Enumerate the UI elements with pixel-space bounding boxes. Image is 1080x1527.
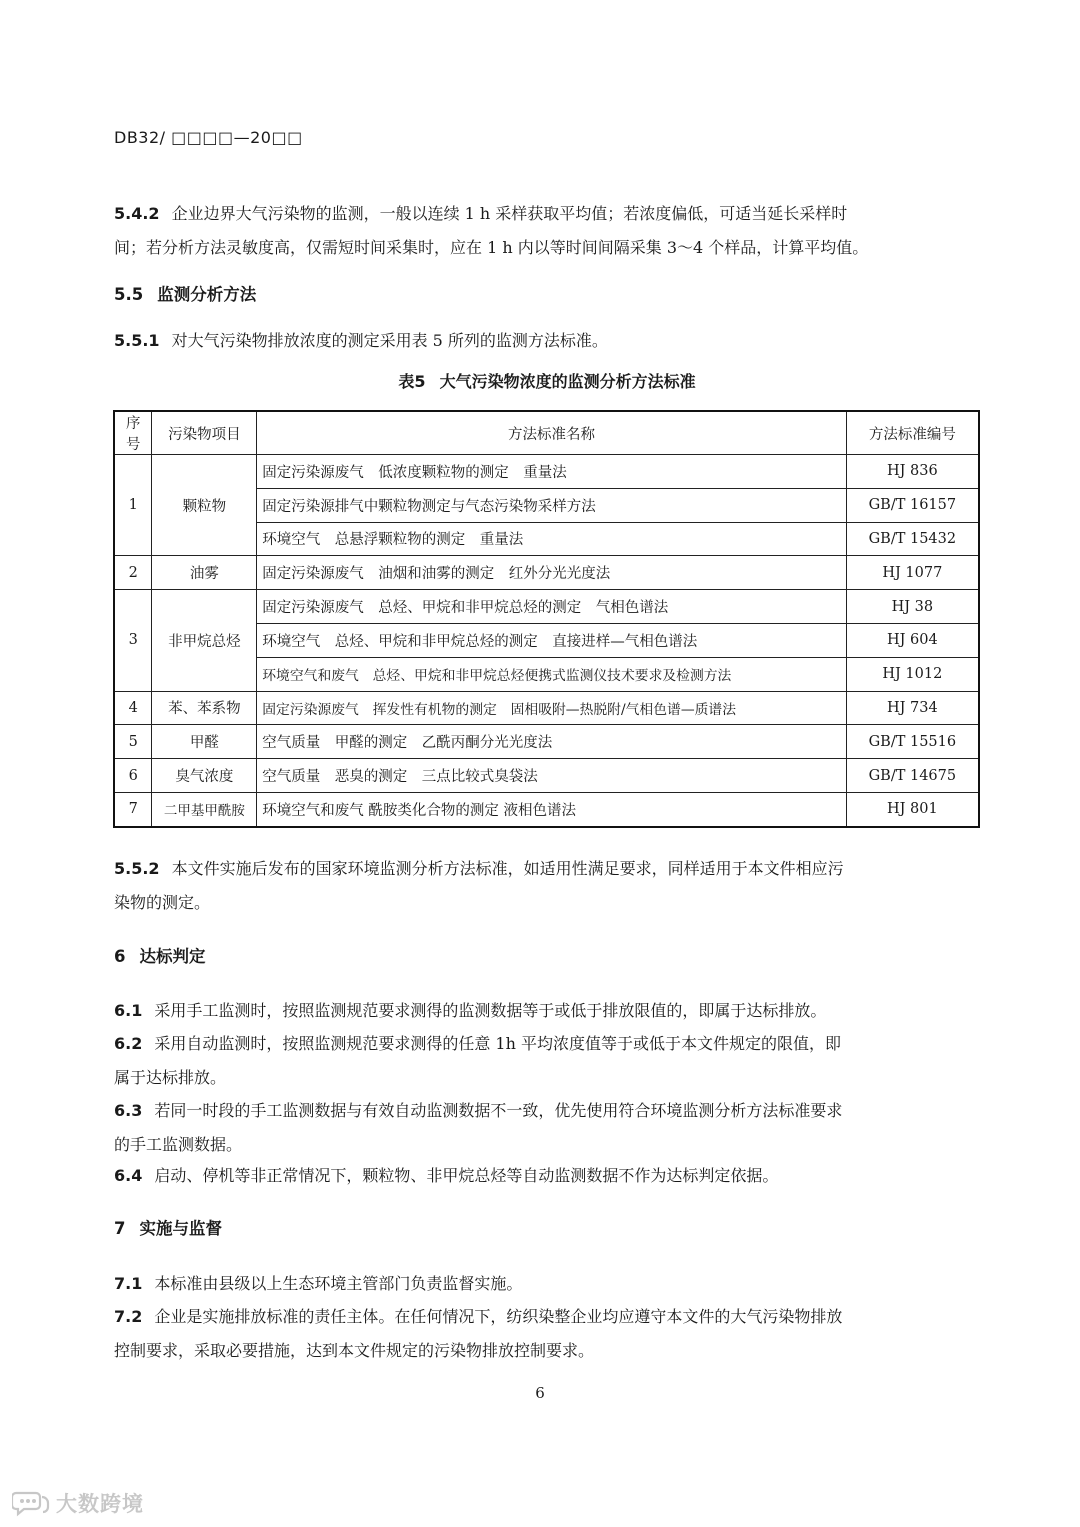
- row-code: HJ 1012: [846, 657, 979, 691]
- row-item: 油雾: [152, 556, 257, 590]
- watermark-text: 大数跨境: [56, 1492, 144, 1516]
- table-row: [114, 556, 979, 590]
- row-method: 固定污染源废气 低浓度颗粒物的测定 重量法: [257, 455, 846, 489]
- clause-7-1: [114, 1267, 980, 1301]
- row-item: 甲醛: [152, 725, 257, 759]
- section-number: 6: [114, 947, 126, 966]
- table-row: [114, 691, 979, 725]
- row-seq: 6: [114, 759, 152, 793]
- section-title: 实施与监督: [139, 1219, 222, 1238]
- table-header-row: [114, 411, 979, 455]
- clause-text: 采用自动监测时，按照监测规范要求测得的任意 1h 平均浓度值等于或低于本文件规定的限值，即: [154, 1034, 842, 1053]
- section-title: 监测分析方法: [157, 285, 257, 304]
- clause-text: 企业是实施排放标准的责任主体。在任何情况下，纺织染整企业均应遵守本文件的大气污染物排放: [154, 1307, 843, 1326]
- row-seq: 5: [114, 725, 152, 759]
- clause-7-2: [114, 1300, 980, 1368]
- section-number: 5.5: [114, 285, 144, 304]
- clause-text-cont: 间；若分析方法灵敏度高，仅需短时间采集时，应在 1 h 内以等时间间隔采集 3～4 个样品，计算平均值。: [114, 238, 869, 257]
- row-method: 固定污染源废气 油烟和油雾的测定 红外分光光度法: [257, 556, 846, 590]
- clause-text-cont: 控制要求，采取必要措施，达到本文件规定的污染物排放控制要求。: [114, 1341, 595, 1360]
- clause-6-2: [114, 1027, 980, 1095]
- section-number: 7: [114, 1219, 126, 1238]
- table-row: [114, 455, 979, 489]
- document-code: DB32/ □□□□—20□□: [114, 128, 303, 147]
- row-code: HJ 734: [846, 691, 979, 725]
- row-code: HJ 836: [846, 455, 979, 489]
- clause-text-cont: 的手工监测数据。: [114, 1135, 243, 1154]
- table-row: [114, 792, 979, 826]
- clause-number: 5.4.2: [114, 204, 160, 223]
- header-seq: 序号: [114, 411, 152, 455]
- clause-number: 7.2: [114, 1307, 143, 1326]
- row-method: 环境空气 总悬浮颗粒物的测定 重量法: [257, 522, 846, 556]
- clause-number: 6.4: [114, 1166, 143, 1185]
- table-caption: [114, 369, 980, 392]
- header-item: 污染物项目: [152, 411, 257, 455]
- row-method: 固定污染源排气中颗粒物测定与气态污染物采样方法: [257, 488, 846, 522]
- clause-text: 企业边界大气污染物的监测，一般以连续 1 h 采样获取平均值；若浓度偏低，可适当延长采样时: [171, 204, 848, 223]
- row-item: 非甲烷总烃: [152, 590, 257, 691]
- row-code: GB/T 14675: [846, 759, 979, 793]
- row-seq: 3: [114, 590, 152, 691]
- clause-5-4-2: [114, 197, 980, 265]
- row-item: 苯、苯系物: [152, 691, 257, 725]
- clause-text: 若同一时段的手工监测数据与有效自动监测数据不一致，优先使用符合环境监测分析方法标准要求: [154, 1101, 843, 1120]
- page-number: 6: [535, 1384, 545, 1402]
- row-method: 环境空气 总烃、甲烷和非甲烷总烃的测定 直接进样—气相色谱法: [257, 623, 846, 657]
- row-code: HJ 1077: [846, 556, 979, 590]
- row-method: 环境空气和废气 酰胺类化合物的测定 液相色谱法: [257, 792, 846, 826]
- row-item: 二甲基甲酰胺: [152, 792, 257, 826]
- row-method: 固定污染源废气 总烃、甲烷和非甲烷总烃的测定 气相色谱法: [257, 590, 846, 624]
- table-row: [114, 725, 979, 759]
- row-item: 臭气浓度: [152, 759, 257, 793]
- watermark: [12, 1488, 144, 1518]
- row-code: GB/T 15516: [846, 725, 979, 759]
- section-5-5-heading: [114, 278, 980, 312]
- row-code: HJ 604: [846, 623, 979, 657]
- clause-number: 5.5.1: [114, 331, 160, 350]
- clause-text: 启动、停机等非正常情况下，颗粒物、非甲烷总烃等自动监测数据不作为达标判定依据。: [154, 1166, 779, 1185]
- clause-number: 5.5.2: [114, 859, 160, 878]
- table-caption-number: 表5: [398, 372, 426, 391]
- section-7-heading: [114, 1212, 980, 1246]
- row-seq: 7: [114, 792, 152, 826]
- clause-number: 7.1: [114, 1274, 143, 1293]
- row-code: GB/T 16157: [846, 488, 979, 522]
- clause-text: 采用手工监测时，按照监测规范要求测得的监测数据等于或低于排放限值的，即属于达标排放。: [154, 1001, 827, 1020]
- chat-bubble-logo-icon: [12, 1489, 50, 1517]
- table-row: [114, 759, 979, 793]
- method-standards-table: [113, 410, 980, 828]
- clause-text: 本文件实施后发布的国家环境监测分析方法标准，如适用性满足要求，同样适用于本文件相应污: [171, 859, 844, 878]
- row-code: GB/T 15432: [846, 522, 979, 556]
- row-seq: 4: [114, 691, 152, 725]
- clause-6-1: [114, 994, 980, 1028]
- clause-text-cont: 染物的测定。: [114, 893, 211, 912]
- clause-6-3: [114, 1094, 980, 1162]
- row-method: 环境空气和废气 总烃、甲烷和非甲烷总烃便携式监测仪技术要求及检测方法: [257, 657, 846, 691]
- clause-text: 对大气污染物排放浓度的测定采用表 5 所列的监测方法标准。: [171, 331, 608, 350]
- header-method: 方法标准名称: [257, 411, 846, 455]
- clause-number: 6.1: [114, 1001, 143, 1020]
- header-code: 方法标准编号: [846, 411, 979, 455]
- row-item: 颗粒物: [152, 455, 257, 556]
- clause-text-cont: 属于达标排放。: [114, 1068, 227, 1087]
- section-title: 达标判定: [139, 947, 206, 966]
- row-code: HJ 38: [846, 590, 979, 624]
- section-6-heading: [114, 940, 980, 974]
- clause-text: 本标准由县级以上生态环境主管部门负责监督实施。: [154, 1274, 523, 1293]
- clause-5-5-1: [114, 324, 980, 358]
- row-code: HJ 801: [846, 792, 979, 826]
- clause-number: 6.2: [114, 1034, 143, 1053]
- table-row: [114, 590, 979, 624]
- clause-5-5-2: [114, 852, 980, 920]
- row-method: 固定污染源废气 挥发性有机物的测定 固相吸附—热脱附/气相色谱—质谱法: [257, 691, 846, 725]
- table-caption-title: 大气污染物浓度的监测分析方法标准: [439, 372, 696, 391]
- row-method: 空气质量 甲醛的测定 乙酰丙酮分光光度法: [257, 725, 846, 759]
- row-seq: 2: [114, 556, 152, 590]
- row-method: 空气质量 恶臭的测定 三点比较式臭袋法: [257, 759, 846, 793]
- clause-number: 6.3: [114, 1101, 143, 1120]
- clause-6-4: [114, 1159, 980, 1193]
- row-seq: 1: [114, 455, 152, 556]
